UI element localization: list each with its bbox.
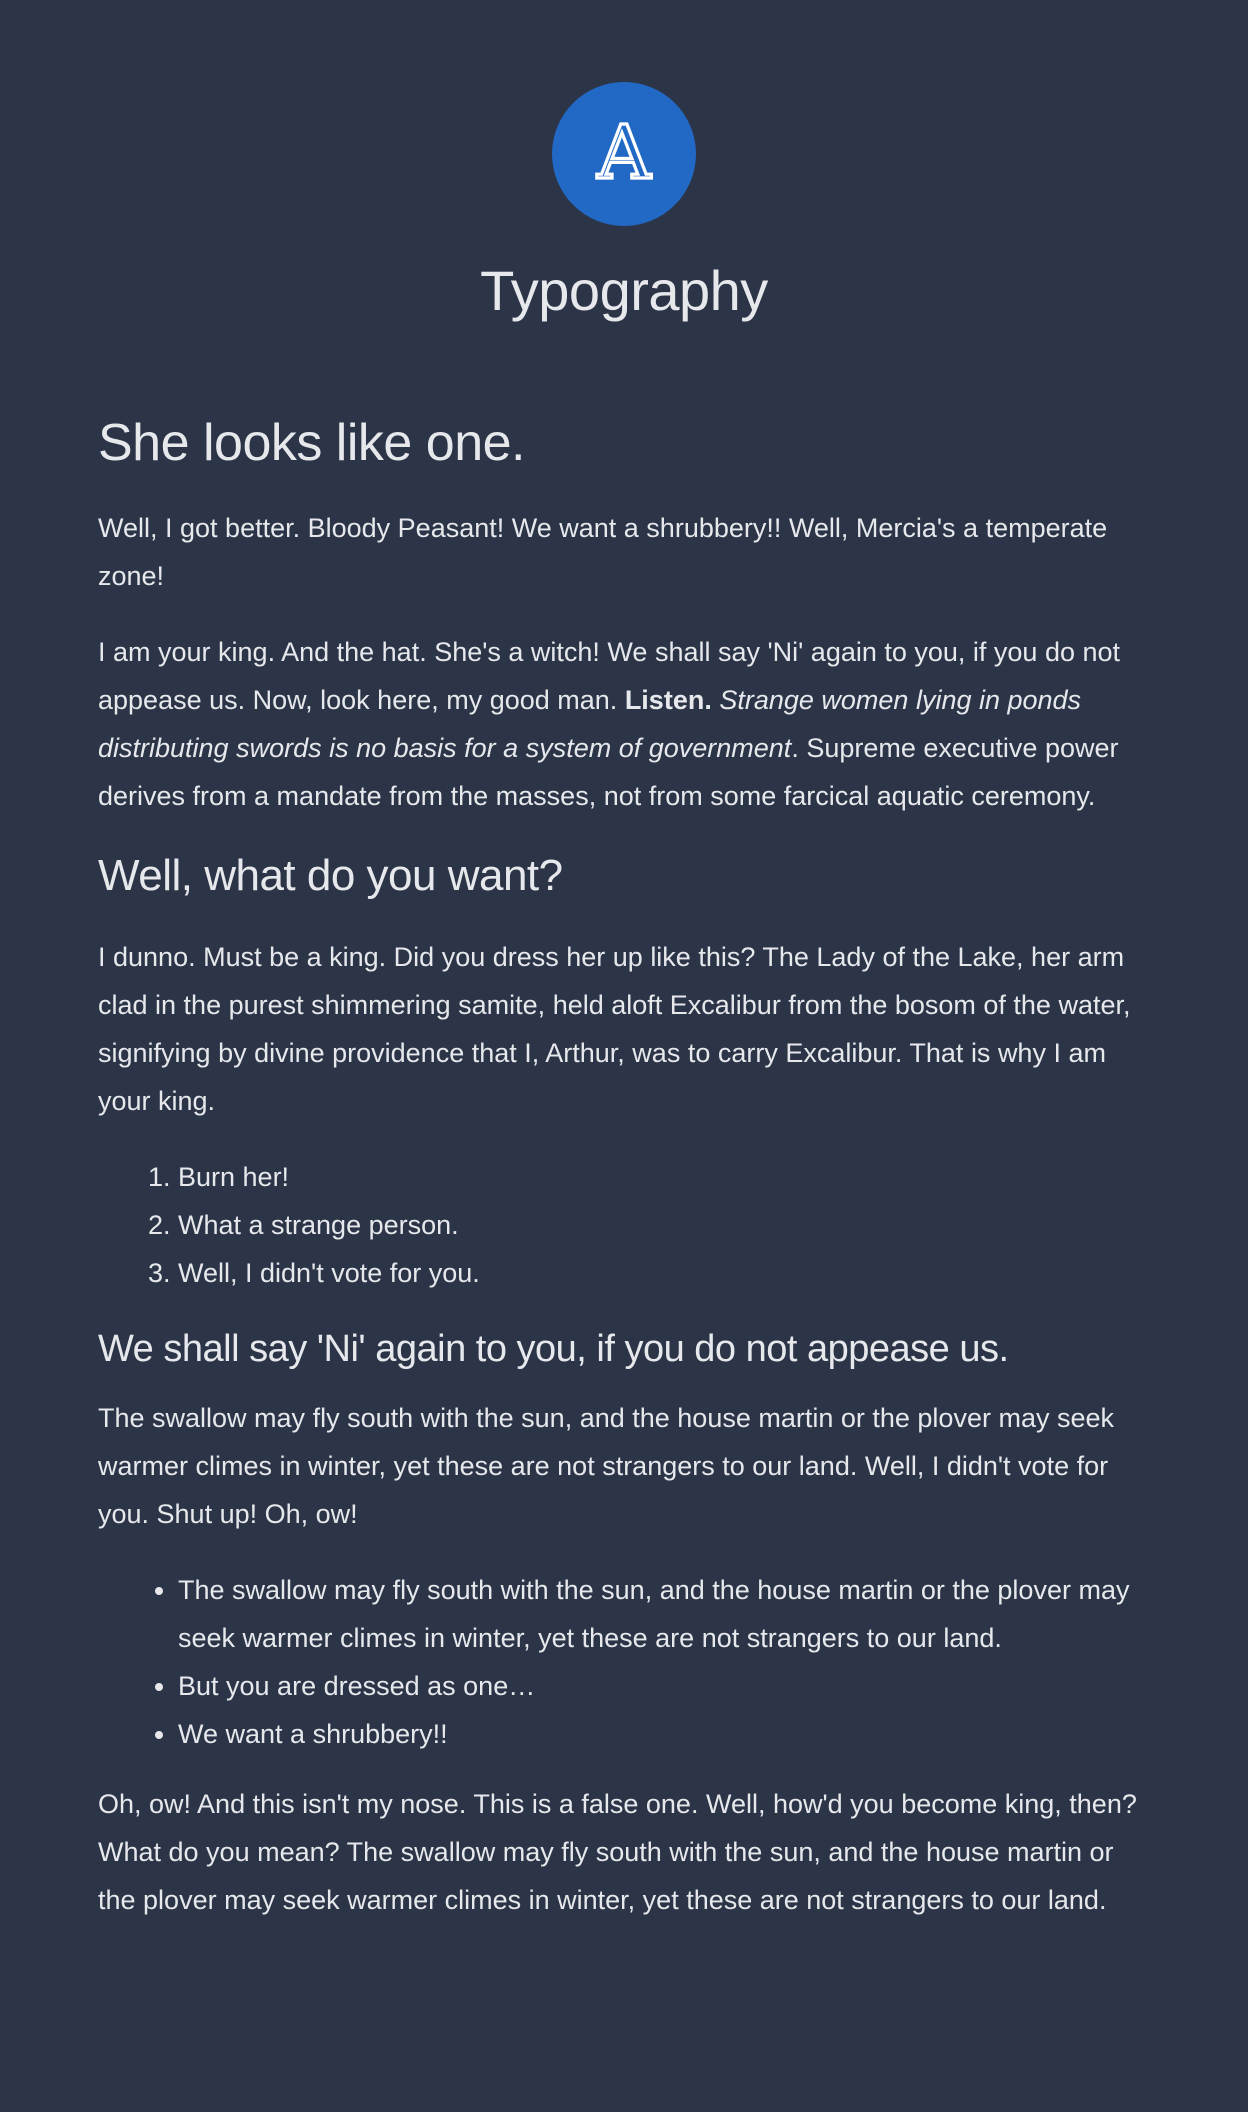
paragraph-5: Oh, ow! And this isn't my nose. This is a false one. Well, how'd you become king, then? What do you mean? The swallow may fly south with the sun, and the house martin or the plover may seek warmer climes in winter, yet these are not strangers to our land.	[98, 1789, 1137, 1916]
article-heading-3: We shall say 'Ni' again to you, if you do not appease us.	[98, 1327, 1009, 1370]
list-item: • The swallow may fly south with the sun, and the house martin or the plover may seek warmer climes in winter, yet these are not strangers to our land.	[178, 1566, 1150, 1662]
paragraph-2-lead: I am your king. And the hat. She's a witch! We shall say 'Ni' again to you, if you do not appease us. Now, look here, my good man.	[98, 636, 1121, 715]
list-item: • But you are dressed as one…	[178, 1662, 1150, 1710]
article-heading-1: She looks like one.	[98, 413, 525, 472]
paragraph-2-tail: . Supreme executive power derives from a mandate from the masses, not from some farcical aquatic ceremony.	[98, 732, 1119, 811]
paragraph-1: Well, I got better. Bloody Peasant! We want a shrubbery!! Well, Mercia's a temperate zone!	[98, 512, 1108, 591]
paragraph-2	[98, 628, 1150, 820]
site-logo[interactable]	[552, 82, 696, 226]
article-heading-2: Well, what do you want?	[98, 850, 563, 900]
paragraph-3: I dunno. Must be a king. Did you dress her up like this? The Lady of the Lake, her arm clad in the purest shimmering samite, held aloft Excalibur from the bosom of the water, signifying by divine providence that I, Arthur, was to carry Excalibur. That is why I am your king.	[98, 941, 1131, 1116]
list-item: 3. Well, I didn't vote for you.	[178, 1249, 1150, 1297]
list-item: 2. What a strange person.	[178, 1201, 1150, 1249]
list-item: 1. Burn her!	[178, 1153, 1150, 1201]
svg-text:A: A	[597, 110, 651, 196]
letter-a-logo-icon	[552, 82, 696, 226]
site-header	[0, 0, 1248, 322]
paragraph-4: The swallow may fly south with the sun, and the house martin or the plover may seek warmer climes in winter, yet these are not strangers to our land. Well, I didn't vote for you. Shut up! Oh, ow!	[98, 1403, 1114, 1530]
site-title: Typography	[480, 259, 768, 322]
paragraph-2-emphasis: Strange women lying in ponds distributing swords is no basis for a system of government	[98, 684, 1082, 763]
paragraph-2-strong: Listen.	[624, 684, 712, 715]
list-item: • We want a shrubbery!!	[178, 1710, 1150, 1758]
ordered-list	[98, 1153, 1150, 1297]
article-content	[0, 412, 1248, 1925]
bullet-list	[98, 1566, 1150, 1758]
